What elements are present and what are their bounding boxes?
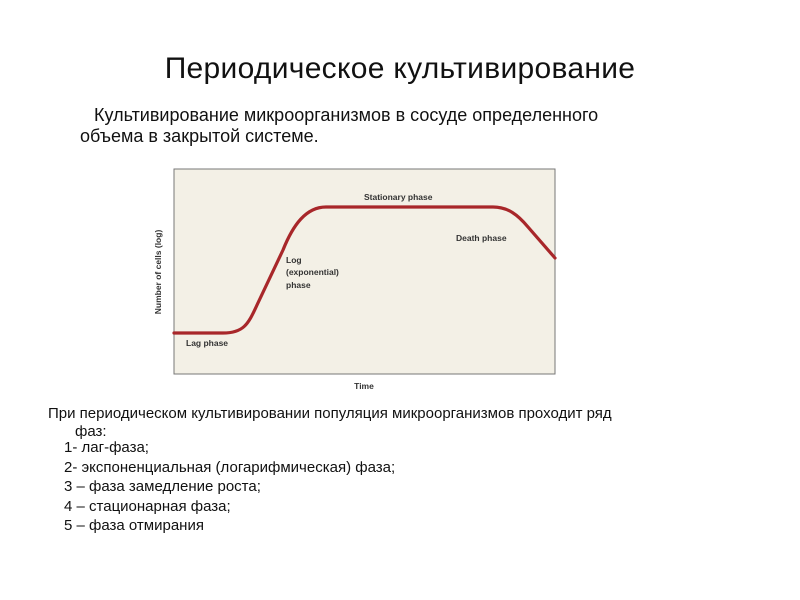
subtitle-line-2: объема в закрытой системе.: [80, 126, 319, 146]
slide-title: Периодическое культивирование: [164, 52, 636, 85]
intro-line-1: При периодическом культивировании популяция микроорганизмов проходит ряд: [48, 405, 612, 422]
phases-intro: [48, 405, 768, 441]
annotation-log-phase-line-2: (exponential): [286, 267, 339, 277]
phases-list: [64, 439, 395, 537]
list-item: 3 – фаза замедление роста;: [64, 478, 261, 495]
x-axis-label: Time: [354, 381, 374, 391]
growth-curve-chart: [143, 155, 570, 400]
list-item: 2- экспоненциальная (логарифмическая) фаза;: [64, 458, 396, 476]
annotation-log-phase-line-1: Log: [286, 255, 302, 265]
list-item: 1- лаг-фаза;: [64, 439, 149, 456]
annotation-log-phase-line-3: phase: [286, 280, 311, 290]
y-axis-label: Number of cells (log): [153, 229, 163, 315]
slide-subtitle: [80, 105, 740, 147]
annotation-lag-phase: Lag phase: [186, 338, 229, 348]
annotation-death-phase: Death phase: [456, 233, 507, 243]
annotation-stationary-phase: Stationary phase: [364, 192, 433, 202]
subtitle-line-1: Культивирование микроорганизмов в сосуде определенного: [94, 105, 599, 125]
growth-curve-figure: [143, 155, 570, 400]
list-item: 4 – стационарная фаза;: [64, 497, 231, 515]
intro-line-2: фаз:: [75, 423, 107, 440]
list-item: 5 – фаза отмирания: [64, 517, 204, 534]
